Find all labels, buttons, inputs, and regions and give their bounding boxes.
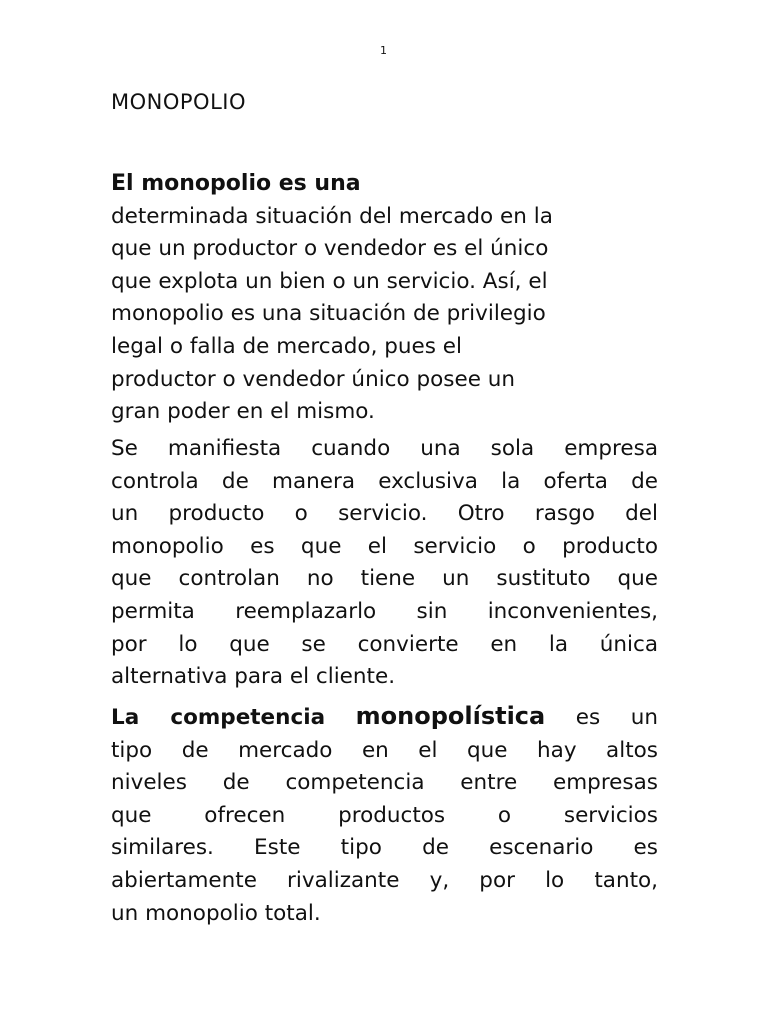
bold-term: La competencia [111, 705, 326, 730]
text-line: que un productor o vendedor es el único [111, 236, 549, 262]
bold-term-large: monopolística [355, 702, 546, 730]
text-line: un monopolio total. [111, 900, 321, 926]
text-line [111, 700, 658, 735]
text-line: gran poder en el mismo. [111, 399, 375, 425]
text-line: monopolio es que el servicio o producto [111, 533, 658, 559]
paragraph-1 [111, 168, 658, 429]
text-line: legal o falla de mercado, pues el [111, 333, 462, 359]
text-line: niveles de competencia entre empresas [111, 770, 658, 796]
text-line: monopolio es una situación de privilegio [111, 301, 546, 327]
text-line: por lo que se convierte en la única [111, 631, 658, 657]
text-line: permita reemplazarlo sin inconvenientes, [111, 598, 658, 624]
text-line: abiertamente rivalizante y, por lo tanto, [111, 867, 658, 893]
text-line: alternativa para el cliente. [111, 664, 396, 690]
text-line: que explota un bien o un servicio. Así, el [111, 268, 548, 294]
text-line: determinada situación del mercado en la [111, 203, 553, 229]
paragraph-2 [111, 433, 658, 694]
text-line: controla de manera exclusiva la oferta de [111, 468, 658, 494]
text-line: productor o vendedor único posee un [111, 366, 516, 392]
text-line: un producto o servicio. Otro rasgo del [111, 501, 658, 527]
text-line: que ofrecen productos o servicios [111, 802, 658, 828]
text-line: que controlan no tiene un sustituto que [111, 566, 658, 592]
paragraph-3 [111, 700, 658, 930]
page-number: 1 [380, 44, 387, 57]
text-line: similares. Este tipo de escenario es [111, 835, 658, 861]
text-line: Se manifiesta cuando una sola empresa [111, 436, 658, 461]
heading: El monopolio es una [111, 171, 361, 196]
document-title: MONOPOLIO [111, 90, 247, 114]
text: es un [575, 705, 658, 730]
text-line: tipo de mercado en el que hay altos [111, 737, 658, 763]
